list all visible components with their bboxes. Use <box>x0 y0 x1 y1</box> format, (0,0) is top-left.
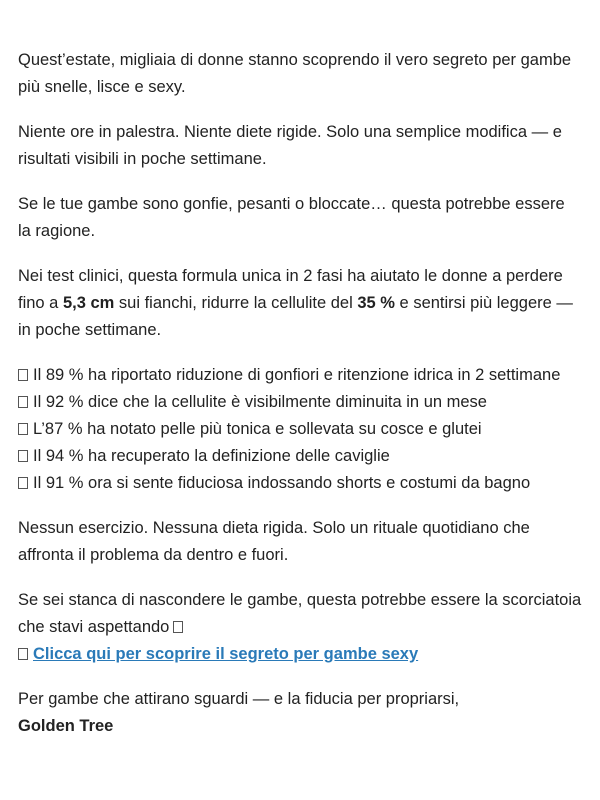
stat-text: Il 91 % ora si sente fiduciosa indossando shorts e costumi da bagno <box>33 474 531 492</box>
closing-text: Per gambe che attirano sguardi — e la fiducia per propriarsi, <box>18 690 460 708</box>
no-exercise-paragraph: Nessun esercizio. Nessuna dieta rigida. Solo un rituale quotidiano che affronta il problema da dentro e fuori. <box>18 519 530 564</box>
stat-text: Il 89 % ha riportato riduzione di gonfiori e ritenzione idrica in 2 settimane <box>33 366 561 384</box>
missing-glyph-icon <box>18 369 28 381</box>
stat-item <box>18 443 582 470</box>
stat-item <box>18 389 582 416</box>
missing-glyph-icon <box>18 396 28 408</box>
clinical-text-2: sui fianchi, ridurre la cellulite del <box>114 294 358 312</box>
no-gym-paragraph: Niente ore in palestra. Niente diete rigide. Solo una semplice modifica — e risultati visibili in poche settimane. <box>18 123 562 168</box>
stat-item <box>18 416 582 443</box>
missing-glyph-icon <box>173 621 183 633</box>
signature: Golden Tree <box>18 717 114 735</box>
clinical-text-1: Nei test clinici, questa formula unica in 2 fasi ha aiutato le donne a perdere fino a <box>18 267 563 312</box>
stat-text: Il 92 % dice che la cellulite è visibilmente diminuita in un mese <box>33 393 487 411</box>
cta-link[interactable]: Clicca qui per scoprire il segreto per gambe sexy <box>33 645 419 663</box>
missing-glyph-icon <box>18 450 28 462</box>
stat-item <box>18 362 582 389</box>
missing-glyph-icon <box>18 648 28 660</box>
missing-glyph-icon <box>18 423 28 435</box>
clinical-highlight-cm: 5,3 cm <box>62 294 115 312</box>
clinical-text-3: e sentirsi più leggere — in poche settimane. <box>18 294 573 339</box>
shortcut-text: Se sei stanca di nascondere le gambe, questa potrebbe essere la scorciatoia che stavi aspettando <box>18 591 582 636</box>
reason-paragraph: Se le tue gambe sono gonfie, pesanti o bloccate… questa potrebbe essere la ragione. <box>18 195 565 240</box>
stat-text: L’87 % ha notato pelle più tonica e sollevata su cosce e glutei <box>33 420 482 438</box>
clinical-paragraph <box>18 263 582 344</box>
shortcut-paragraph <box>18 587 582 668</box>
closing-paragraph <box>18 686 582 740</box>
intro-paragraph: Quest’estate, migliaia di donne stanno scoprendo il vero segreto per gambe più snelle, lisce e sexy. <box>18 51 572 96</box>
clinical-highlight-percent: 35 % <box>357 294 395 312</box>
stat-text: Il 94 % ha recuperato la definizione delle caviglie <box>33 447 390 465</box>
missing-glyph-icon <box>18 477 28 489</box>
stats-list <box>18 362 582 497</box>
stat-item <box>18 470 582 497</box>
